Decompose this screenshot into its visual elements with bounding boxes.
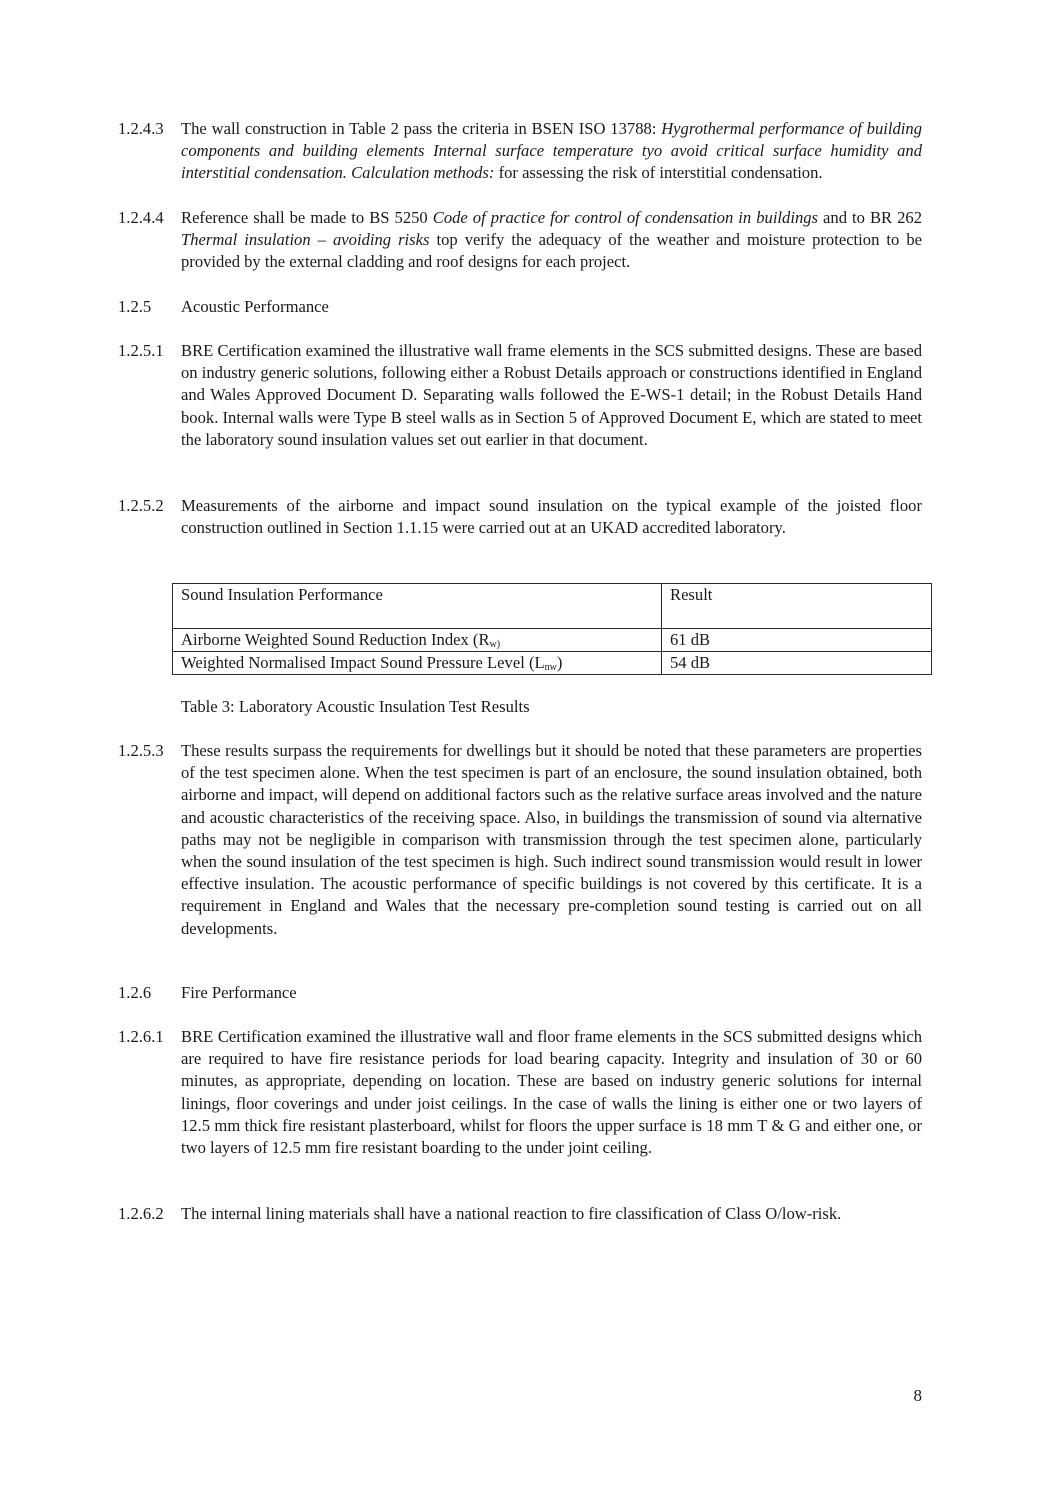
text-run: top verify the adequacy of the weather and moisture protection to be provided by the external cladding and roof designs for each project. <box>181 230 922 272</box>
section-number: 1.2.4.3 <box>118 119 164 138</box>
section-text: These results surpass the requirements for dwellings but it should be noted that these parameters are properties of the test specimen alone. When the test specimen is part of an enclosure, the sound insulation obtained, both airborne and impact, will depend on additional factors such as the relative surface areas involved and the nature and acoustic characteristics of the receiving space. Also, in buildings the transmission of sound via alternative paths may not be negligible in comparison with transmission through the test specimen alone, particularly when the sound insulation of the test specimen is high. Such indirect sound transmission would result in lower effective insulation. The acoustic performance of specific buildings is not covered by this certificate. It is a requirement in England and Wales that the necessary pre-completion sound testing is carried out on all developments. <box>181 741 922 938</box>
section-number: 1.2.5 <box>118 297 152 316</box>
label-subscript: nw <box>544 662 557 673</box>
table-cell-value: 54 dB <box>662 652 932 675</box>
table-header-row <box>173 584 932 629</box>
section-1-2-6-1 <box>118 1026 922 1159</box>
section-text <box>181 207 922 274</box>
section-text: The internal lining materials shall have a national reaction to fire classification of Class O/low-risk. <box>181 1204 842 1223</box>
section-1-2-5-2 <box>118 495 922 539</box>
table-caption: Table 3: Laboratory Acoustic Insulation Test Results <box>181 697 530 716</box>
table-row <box>173 652 932 675</box>
section-number: 1.2.6.1 <box>118 1027 164 1046</box>
table-cell-label <box>173 652 662 675</box>
table-header-cell: Result <box>662 584 932 629</box>
section-number: 1.2.6 <box>118 983 152 1002</box>
label-subscript: w) <box>489 639 501 650</box>
section-text <box>181 118 922 185</box>
standard-title: Thermal insulation – avoiding risks <box>181 230 430 250</box>
standard-title: Code of practice for control of condensation in buildings <box>432 208 819 227</box>
section-number: 1.2.5.3 <box>118 741 164 760</box>
page-number: 8 <box>913 1386 922 1405</box>
section-1-2-6-heading <box>118 982 922 1004</box>
section-text: BRE Certification examined the illustrative wall frame elements in the SCS submitted designs. These are based on industry generic solutions, following either a Robust Details approach or constructions identified in England and Wales Approved Document D. Separating walls followed the E-WS-1 detail; in the Robust Details Hand book. Internal walls were Type B steel walls as in Section 5 of Approved Document E, which are stated to meet the laboratory sound insulation values set out earlier in that document. <box>181 341 922 449</box>
section-1-2-5-3 <box>118 740 922 940</box>
section-text: BRE Certification examined the illustrative wall and floor frame elements in the SCS submitted designs which are required to have fire resistance periods for load bearing capacity. Integrity and insulation of 30 or 60 minutes, as appropriate, depending on location. These are based on industry generic solutions for internal linings, floor coverings and under joist ceilings. In the case of walls the lining is either one or two layers of 12.5 mm thick fire resistant plasterboard, whilst for floors the upper surface is 18 mm T & G and either one, or two layers of 12.5 mm fire resistant boarding to the under joint ceiling. <box>181 1027 922 1158</box>
section-1-2-6-2 <box>118 1203 922 1225</box>
section-1-2-4-4 <box>118 207 922 274</box>
section-number: 1.2.6.2 <box>118 1204 164 1223</box>
table-header-cell: Sound Insulation Performance <box>173 584 662 629</box>
table-cell-value: 61 dB <box>662 629 932 652</box>
text-run: for assessing the risk of interstitial condensation. <box>494 163 823 183</box>
label-text: Weighted Normalised Impact Sound Pressure Level (L <box>181 653 545 672</box>
section-number: 1.2.5.1 <box>118 341 164 360</box>
section-number: 1.2.5.2 <box>118 496 164 515</box>
text-run: Reference shall be made to BS 5250 <box>181 208 433 227</box>
section-1-2-5-heading <box>118 296 922 318</box>
table-cell-label <box>173 629 662 652</box>
section-title: Acoustic Performance <box>181 297 329 316</box>
acoustic-results-table <box>172 583 932 675</box>
text-run: The wall construction in Table 2 pass the criteria in BSEN ISO 13788: <box>181 119 662 138</box>
section-1-2-5-1 <box>118 340 922 451</box>
table-row <box>173 629 932 652</box>
section-1-2-4-3 <box>118 118 922 185</box>
text-run: and to BR 262 <box>818 208 923 227</box>
section-text: Measurements of the airborne and impact sound insulation on the typical example of the joisted floor construction outlined in Section 1.1.15 were carried out at an UKAD accredited laboratory. <box>181 496 922 538</box>
standard-title: Hygrothermal performance of building components and building elements Internal surface temperature tyo avoid critical surface humidity and interstitial condensation. Calculation methods: <box>181 119 922 183</box>
label-tail: ) <box>556 653 563 672</box>
label-text: Airborne Weighted Sound Reduction Index (R <box>181 630 490 649</box>
section-number: 1.2.4.4 <box>118 208 164 227</box>
section-title: Fire Performance <box>181 983 297 1002</box>
